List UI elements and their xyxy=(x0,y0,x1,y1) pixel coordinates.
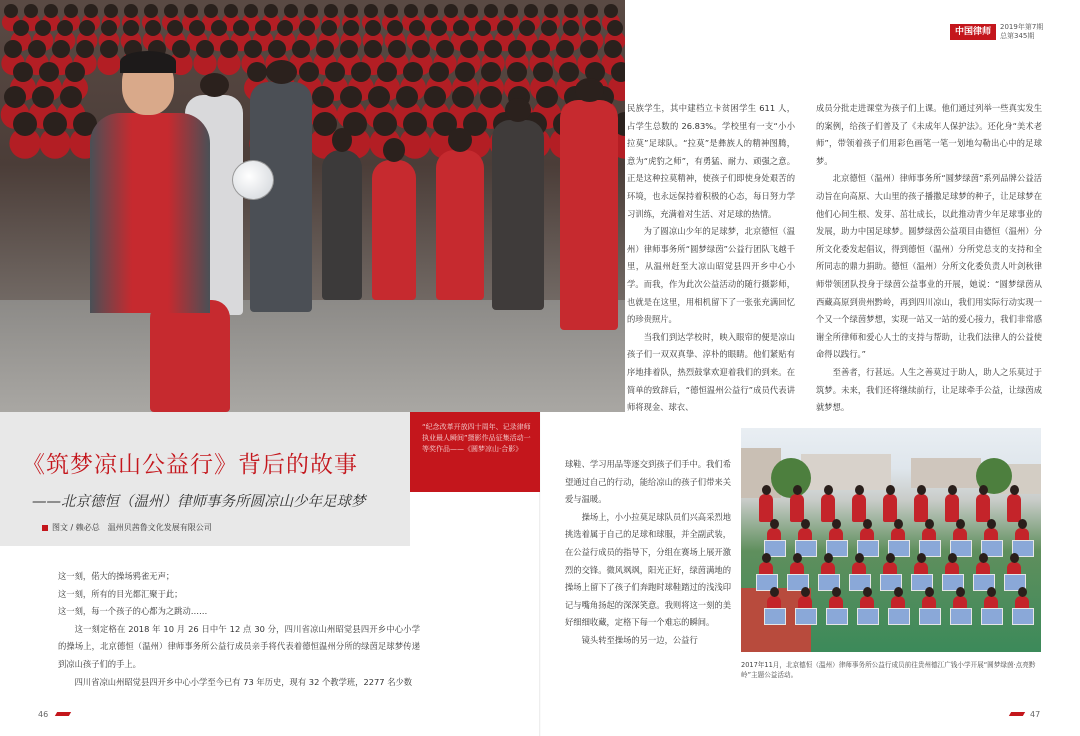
crowd-student xyxy=(396,86,418,108)
crowd-student xyxy=(524,4,538,18)
crowd-student xyxy=(57,20,73,36)
photo-student xyxy=(372,160,416,300)
crowd-student xyxy=(84,4,98,18)
crowd-student xyxy=(431,20,447,36)
crowd-student xyxy=(559,62,579,82)
group-student xyxy=(1007,494,1021,522)
photo-tree xyxy=(771,458,811,498)
crowd-student xyxy=(480,86,502,108)
crowd-student xyxy=(43,112,67,136)
crowd-student xyxy=(264,4,278,18)
article-credit xyxy=(42,522,212,533)
crowd-student xyxy=(373,112,397,136)
issue-line: 2019年第7期 xyxy=(1000,23,1044,31)
gift-box xyxy=(919,608,941,625)
crowd-student xyxy=(436,40,454,58)
crowd-student xyxy=(325,62,345,82)
middle-paragraph: 操场上，小小拉莫足球队员们兴高采烈地挑选着属于自己的足球和球服，并全副武装，在公益行成员的指导下，分组在赛场上展开激烈的交锋。微风飒飒，阳光正好，绿茵满地的操场上留下了孩子们奔跑时球鞋踏过的浅浅印记与嘴角扬起的深深笑意。我则将这一刻的美好细细收藏，定格下每一个难忘的瞬间。 xyxy=(565,511,731,628)
crowd-student xyxy=(24,4,38,18)
crowd-student xyxy=(584,4,598,18)
crowd-student xyxy=(277,20,293,36)
folio-mark-icon xyxy=(1009,712,1025,716)
magazine-logo: 中国律师 xyxy=(950,24,996,40)
crowd-student xyxy=(343,20,359,36)
page-number-right: 47 xyxy=(1030,710,1041,719)
crowd-student xyxy=(604,4,618,18)
crowd-student xyxy=(104,4,118,18)
crowd-student xyxy=(299,20,315,36)
hero-photo xyxy=(0,0,625,412)
group-student xyxy=(945,494,959,522)
crowd-student xyxy=(312,86,334,108)
crowd-student xyxy=(453,20,469,36)
crowd-student xyxy=(409,20,425,36)
photo-student xyxy=(322,150,362,300)
crowd-student xyxy=(484,4,498,18)
middle-paragraph: 当我们到达学校时，映入眼帘的便是凉山孩子们一双双真挚、淳朴的眼睛。他们紧贴有序地排着队，热烈鼓掌欢迎着我们的到来。在简单的致辞后，“德恒温州公益行”成员代表讲师将现金、球衣、 xyxy=(627,331,795,413)
right-paragraph: 北京德恒（温州）律师事务所“圆梦绿茵”系列品牌公益活动旨在向高原、大山里的孩子播撒足球梦的种子，让足球梦在他们心间生根、发芽、茁壮成长，以此推动青少年足球事业的发展，助力中国足球梦。圆梦绿茵公益项目由德恒（温州）分所文化委发起倡议，得到德恒（温州）分所党总支的支持和全所同志的鼎力捐助。德恒（温州）分所文化委负责人叶剑秋律师带领团队投身于绿茵公益事业的开展，她说：“圆梦绿茵从西藏高原到贵州黔岭，再到四川凉山，我们用实际行动实现一个又一个绿茵梦想，实现一站又一站的爱心接力，我们非常感谢全所律师和爱心人士的支持与帮助，让我们法律人的公益使命得以践行。” xyxy=(816,173,1042,360)
crowd-student xyxy=(145,20,161,36)
crowd-student xyxy=(79,20,95,36)
crowd-student xyxy=(424,4,438,18)
crowd-student xyxy=(368,86,390,108)
crowd-student xyxy=(4,4,18,18)
crowd-student xyxy=(536,86,558,108)
crowd-student xyxy=(244,4,258,18)
left-paragraph: 这一刻，每一个孩子的心都为之跳动…… xyxy=(58,606,208,617)
credit-marker-icon xyxy=(42,525,48,531)
middle-text-column-bottom xyxy=(565,456,731,650)
crowd-student xyxy=(144,4,158,18)
crowd-student xyxy=(340,40,358,58)
left-paragraph: 这一刻，所有的目光都汇聚于此； xyxy=(58,588,183,599)
crowd-student xyxy=(412,40,430,58)
crowd-student xyxy=(299,62,319,82)
gift-box xyxy=(981,608,1003,625)
gift-box xyxy=(764,608,786,625)
group-student xyxy=(790,494,804,522)
crowd-student xyxy=(4,40,22,58)
crowd-student xyxy=(268,40,286,58)
middle-paragraph: 球鞋、学习用品等逐交到孩子们手中。我们希望通过自己的行动，能给凉山的孩子们带来关爱与温暖。 xyxy=(565,459,731,505)
crowd-student xyxy=(364,40,382,58)
left-paragraph: 这一刻定格在 2018 年 10 月 26 日中午 12 点 30 分，四川省凉山州昭觉县四开乡中心小学的操场上，北京德恒（温州）律师事务所公益行成员亲手将代表着德恒温州分所的绿茵足球梦传递到凉山孩子们的手上。 xyxy=(58,623,420,669)
article-title: 《筑梦凉山公益行》背后的故事 xyxy=(22,452,358,478)
magazine-issue xyxy=(1000,23,1043,41)
crowd-student xyxy=(484,40,502,58)
playground-ground xyxy=(0,300,625,412)
crowd-student xyxy=(13,20,29,36)
crowd-student xyxy=(452,86,474,108)
crowd-student xyxy=(533,62,553,82)
left-text-column xyxy=(58,568,420,691)
crowd-student xyxy=(13,62,33,82)
crowd-student xyxy=(233,20,249,36)
crowd-student xyxy=(429,62,449,82)
crowd-student xyxy=(365,20,381,36)
crowd-student xyxy=(563,20,579,36)
crowd-student xyxy=(39,62,59,82)
crowd-student xyxy=(340,86,362,108)
gift-box xyxy=(826,608,848,625)
gift-box xyxy=(1012,608,1034,625)
crowd-student xyxy=(364,4,378,18)
crowd-student xyxy=(123,20,139,36)
crowd-student xyxy=(403,112,427,136)
crowd-student xyxy=(44,4,58,18)
crowd-student xyxy=(387,20,403,36)
photo-building xyxy=(911,458,981,488)
crowd-student xyxy=(607,20,623,36)
crowd-student xyxy=(220,40,238,58)
crowd-student xyxy=(497,20,513,36)
crowd-student xyxy=(507,62,527,82)
crowd-student xyxy=(65,62,85,82)
crowd-student xyxy=(184,4,198,18)
left-paragraph: 这一刻，偌大的操场鸦雀无声； xyxy=(58,571,175,581)
crowd-student xyxy=(316,40,334,58)
gift-box xyxy=(795,608,817,625)
photo-man-in-red-jacket xyxy=(90,55,210,315)
middle-paragraph: 为了圆凉山少年的足球梦，北京德恒（温州）律师事务所“圆梦绿茵”公益行团队飞越千里，从温州赶至大凉山昭觉县四开乡中心小学。而我，作为此次公益活动的随行摄影师，也就是在这里，用相机留下了一张张充满回忆的珍贵照片。 xyxy=(627,226,795,325)
photo-student xyxy=(560,100,618,330)
right-paragraph: 成员分批走进课堂为孩子们上课。他们通过列举一些真实发生的案例，给孩子们普及了《未成年人保护法》。还化身“美术老师”，带领着孩子们用彩色画笔一笔一划地勾勒出心中的足球梦。 xyxy=(816,103,1042,166)
crowd-student xyxy=(481,62,501,82)
crowd-student xyxy=(475,20,491,36)
crowd-student xyxy=(455,62,475,82)
photo-caption: 2017年11月，北京德恒（温州）律师事务所公益行成员前往贵州德江广钱小学开展“圆梦绿茵·点亮黔岭”主题公益活动。 xyxy=(741,661,1036,679)
crowd-student xyxy=(464,4,478,18)
crowd-student xyxy=(519,20,535,36)
middle-text-column-top xyxy=(627,100,795,417)
crowd-student xyxy=(556,40,574,58)
crowd-student xyxy=(164,4,178,18)
crowd-student xyxy=(28,40,46,58)
crowd-student xyxy=(532,40,550,58)
crowd-student xyxy=(424,86,446,108)
middle-paragraph: 民族学生，其中建档立卡贫困学生 611 人，占学生总数的 26.83%。学校里有一支“小小拉莫”足球队。“拉莫”是彝族人的精神图腾，意为“虎豹之师”，有勇猛、耐力、顽强之意。正是这种拉莫精神，使孩子们即使身处艰苦的环境，也永远保持着积极的心态，每日努力学习训练，充满着对生活、对足球的热情。 xyxy=(627,103,795,219)
crowd-student xyxy=(580,40,598,58)
crowd-student xyxy=(167,20,183,36)
crowd-student xyxy=(321,20,337,36)
crowd-student xyxy=(4,86,26,108)
crowd-student xyxy=(60,86,82,108)
crowd-student xyxy=(508,40,526,58)
gift-box xyxy=(950,608,972,625)
crowd-student xyxy=(124,4,138,18)
crowd-student xyxy=(403,62,423,82)
crowd-student xyxy=(384,4,398,18)
crowd-student xyxy=(304,4,318,18)
crowd-student xyxy=(344,4,358,18)
left-paragraph: 四川省凉山州昭觉县四开乡中心小学至今已有 73 年历史，现有 32 个教学班，2277 名少数 xyxy=(74,676,413,687)
crowd-student xyxy=(52,40,70,58)
crowd-student xyxy=(255,20,271,36)
article-subtitle: ——北京德恒（温州）律师事务所圆凉山少年足球梦 xyxy=(32,494,366,510)
photo-student xyxy=(492,120,544,310)
crowd-student xyxy=(324,4,338,18)
crowd-student xyxy=(101,20,117,36)
credit-text: 图文 / 赖必总 温州贝茜鲁文化发展有限公司 xyxy=(52,523,212,532)
crowd-student xyxy=(284,4,298,18)
crowd-student xyxy=(388,40,406,58)
crowd-student xyxy=(404,4,418,18)
crowd-student xyxy=(564,4,578,18)
group-student xyxy=(821,494,835,522)
group-photo xyxy=(741,428,1041,652)
gift-box xyxy=(857,608,879,625)
crowd-student xyxy=(351,62,371,82)
gift-box xyxy=(888,608,910,625)
crowd-student xyxy=(32,86,54,108)
crowd-student xyxy=(189,20,205,36)
crowd-student xyxy=(460,40,478,58)
crowd-student xyxy=(244,40,262,58)
group-student xyxy=(883,494,897,522)
group-student xyxy=(852,494,866,522)
crowd-student xyxy=(35,20,51,36)
crowd-student xyxy=(247,62,267,82)
group-student xyxy=(976,494,990,522)
crowd-student xyxy=(211,20,227,36)
right-paragraph: 至善者，行甚远。人生之善莫过于助人，助人之乐莫过于筑梦。未来，我们还将继续前行，让足球牵手公益，让绿茵成就梦想。 xyxy=(816,366,1042,413)
crowd-student xyxy=(611,62,625,82)
photo-student xyxy=(436,150,484,300)
right-text-column xyxy=(816,100,1042,417)
folio-mark-icon xyxy=(55,712,71,716)
crowd-student xyxy=(204,4,218,18)
crowd-student xyxy=(292,40,310,58)
crowd-student xyxy=(64,4,78,18)
award-quote-box xyxy=(410,412,540,492)
page-number-left: 46 xyxy=(38,710,49,719)
soccer-ball xyxy=(232,160,274,200)
crowd-student xyxy=(541,20,557,36)
crowd-student xyxy=(13,112,37,136)
crowd-student xyxy=(224,4,238,18)
crowd-student xyxy=(544,4,558,18)
middle-paragraph: 镜头转至操场的另一边，公益行 xyxy=(581,634,698,645)
issue-line: 总第345期 xyxy=(1000,32,1035,40)
crowd-student xyxy=(377,62,397,82)
crowd-student xyxy=(585,20,601,36)
award-quote-text: “纪念改革开放四十周年、记录律师执业最人瞬间”摄影作品征集活动一等奖作品——《圆梦凉山·合影》 xyxy=(422,423,531,453)
group-student xyxy=(914,494,928,522)
group-student xyxy=(759,494,773,522)
crowd-student xyxy=(444,4,458,18)
crowd-student xyxy=(604,40,622,58)
crowd-student xyxy=(504,4,518,18)
photo-building xyxy=(801,454,891,490)
photo-student xyxy=(150,300,230,412)
